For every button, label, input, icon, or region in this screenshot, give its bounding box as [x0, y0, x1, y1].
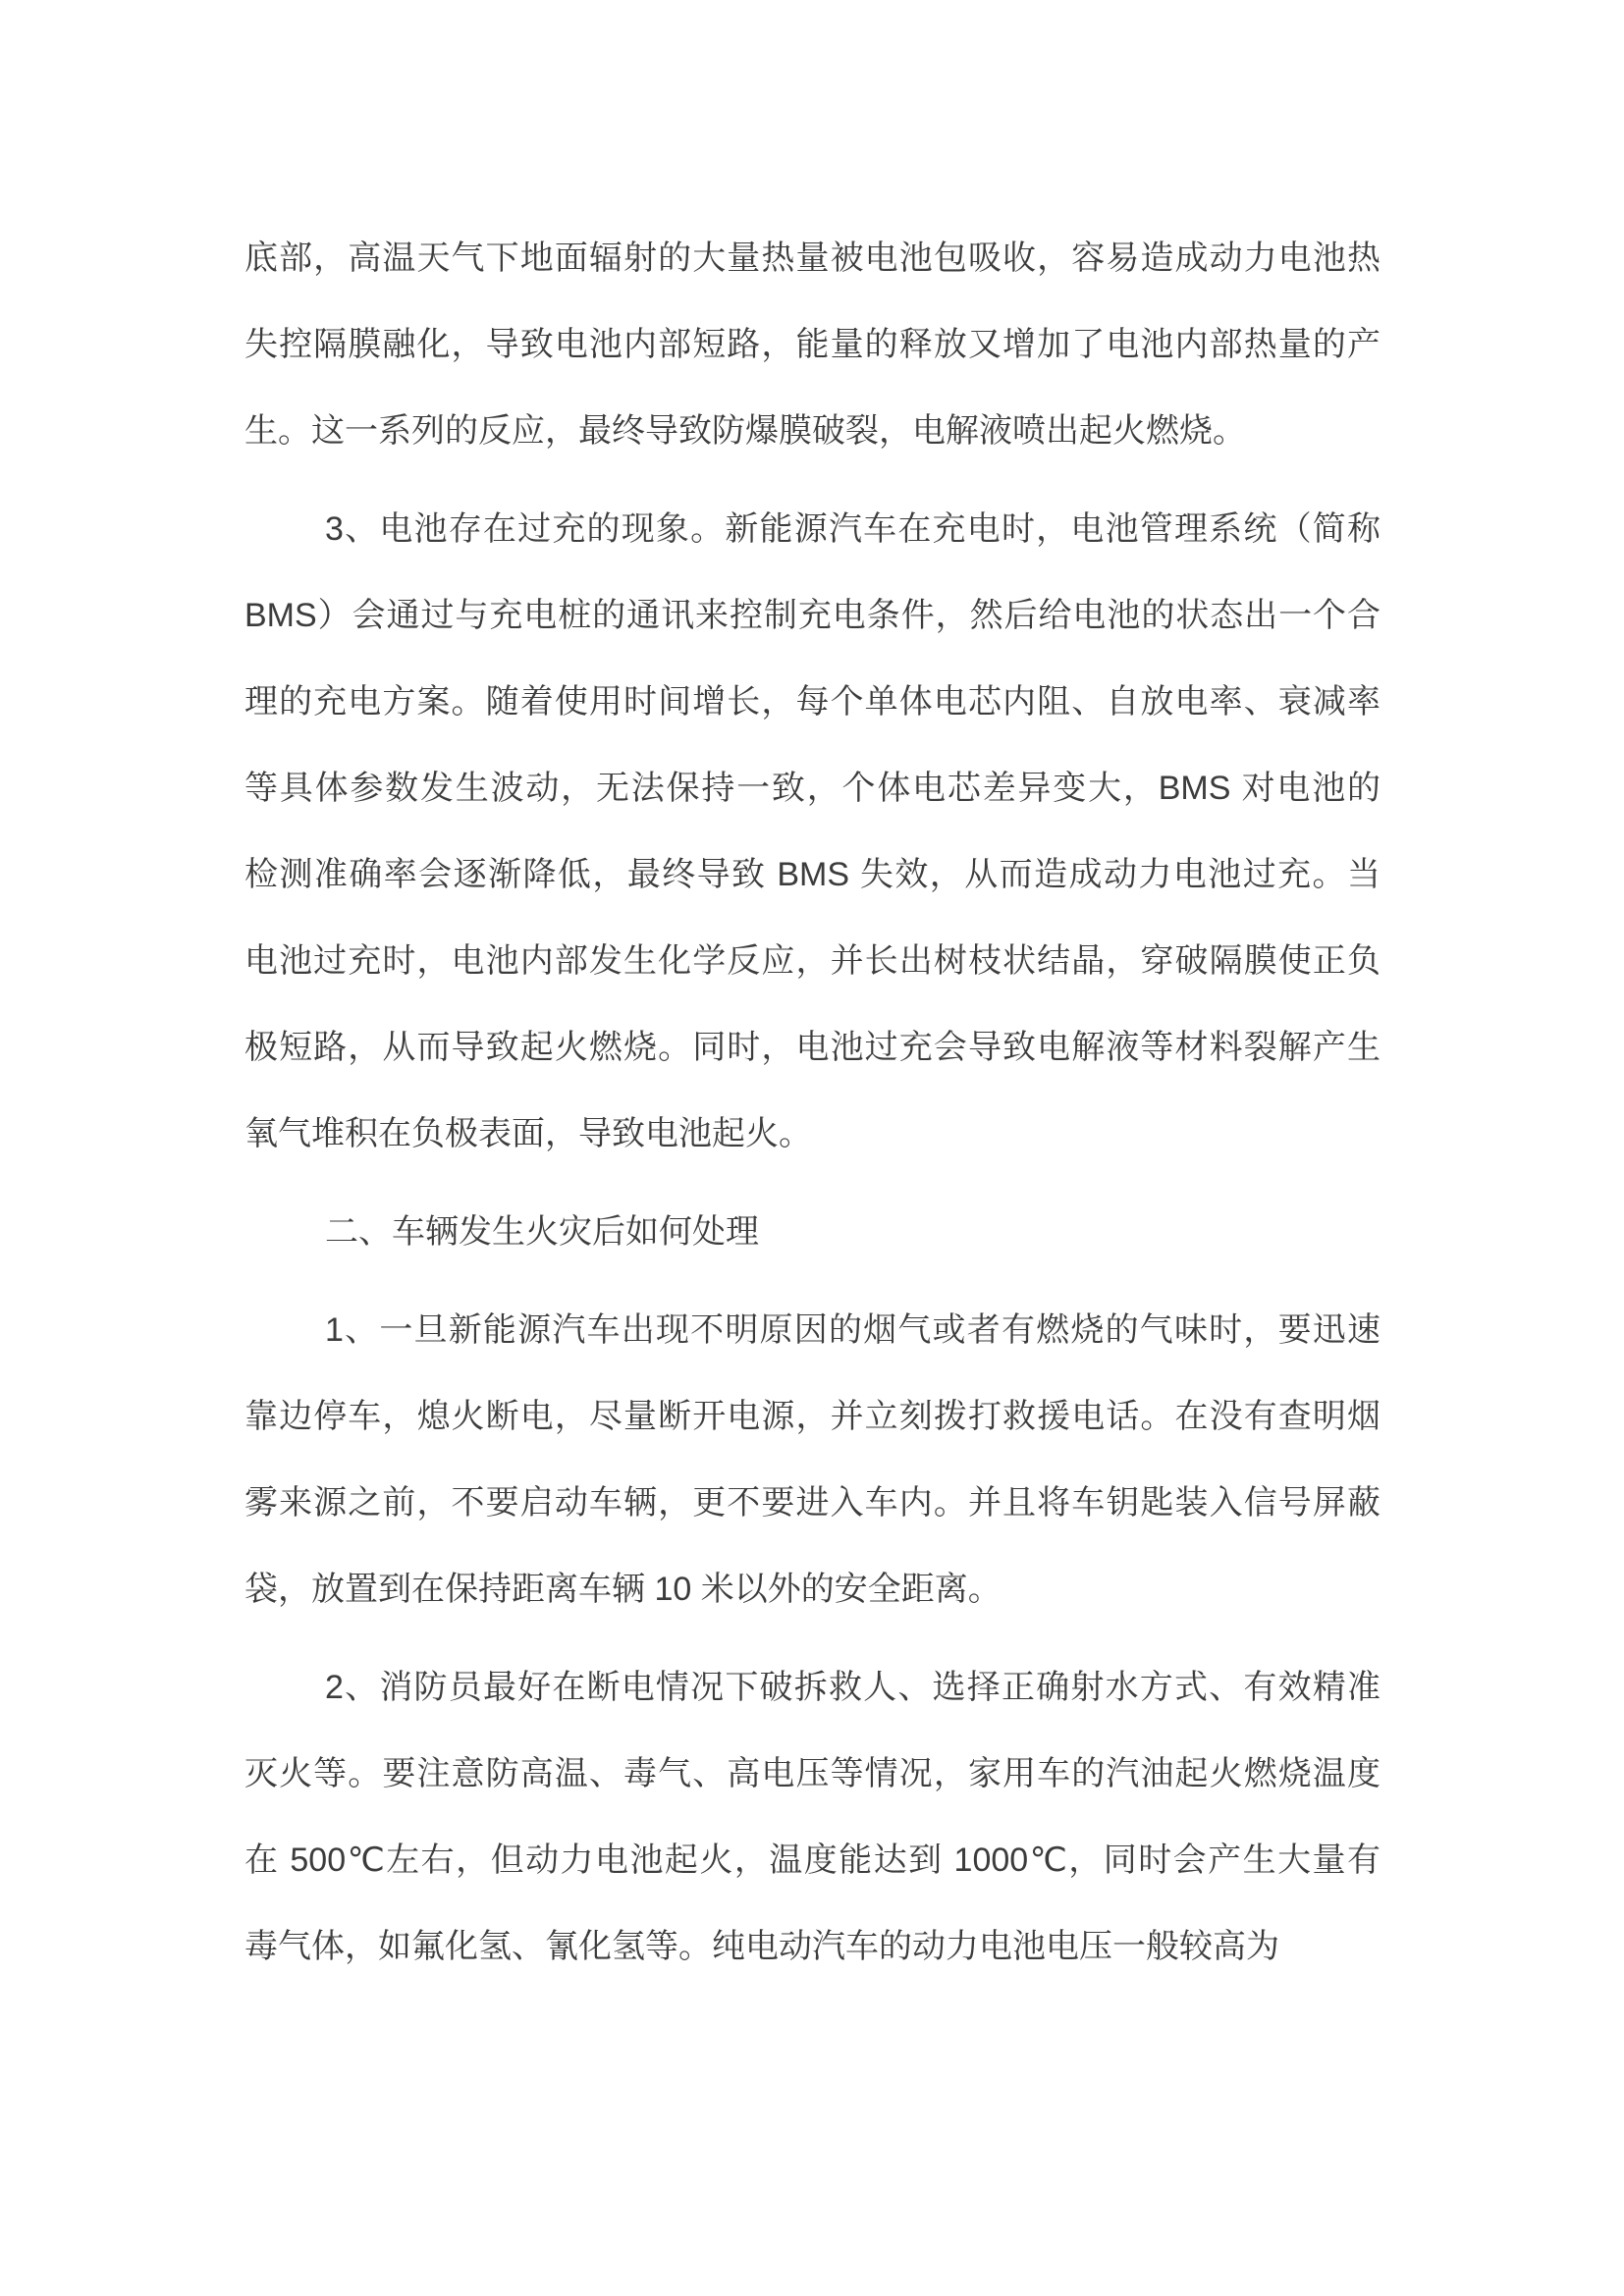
text-line: BMS）会通过与充电桩的通讯来控制充电条件，然后给电池的状态出一个合 [244, 597, 1380, 634]
text-line: 氧气堆积在负极表面，导致电池起火。 [244, 1115, 812, 1152]
paragraph [244, 215, 1380, 474]
text-line: 检测准确率会逐渐降低，最终导致 BMS 失效，从而造成动力电池过充。当 [244, 856, 1380, 893]
text-line: 理的充电方案。随着使用时间增长，每个单体电芯内阻、自放电率、衰减率 [244, 683, 1380, 721]
text-line: 二、车辆发生火灾后如何处理 [325, 1213, 759, 1251]
paragraph [244, 1189, 1380, 1275]
text-line: 2、消防员最好在断电情况下破拆救人、选择正确射水方式、有效精准 [325, 1669, 1380, 1706]
paragraph [244, 1287, 1380, 1632]
text-line: 靠边停车，熄火断电，尽量断开电源，并立刻拨打救援电话。在没有查明烟 [244, 1398, 1380, 1435]
text-line: 灭火等。要注意防高温、毒气、高电压等情况，家用车的汽油起火燃烧温度 [244, 1755, 1380, 1792]
document-body [244, 215, 1380, 1990]
text-line: 雾来源之前，不要启动车辆，更不要进入车内。并且将车钥匙装入信号屏蔽 [244, 1484, 1380, 1522]
text-line: 袋，放置到在保持距离车辆 10 米以外的安全距离。 [244, 1571, 1001, 1608]
text-line: 等具体参数发生波动，无法保持一致，个体电芯差异变大，BMS 对电池的 [244, 770, 1380, 807]
text-line: 底部，高温天气下地面辐射的大量热量被电池包吸收，容易造成动力电池热 [244, 240, 1380, 277]
text-line: 电池过充时，电池内部发生化学反应，并长出树枝状结晶，穿破隔膜使正负 [244, 942, 1380, 980]
text-line: 极短路，从而导致起火燃烧。同时，电池过充会导致电解液等材料裂解产生 [244, 1029, 1380, 1066]
text-line: 失控隔膜融化，导致电池内部短路，能量的释放又增加了电池内部热量的产 [244, 326, 1380, 363]
text-line: 在 500℃左右，但动力电池起火，温度能达到 1000℃，同时会产生大量有 [244, 1842, 1380, 1879]
text-line: 3、电池存在过充的现象。新能源汽车在充电时，电池管理系统（简称 [325, 510, 1380, 548]
paragraph [244, 1644, 1380, 1990]
paragraph [244, 486, 1380, 1177]
text-line: 生。这一系列的反应，最终导致防爆膜破裂，电解液喷出起火燃烧。 [244, 412, 1246, 450]
text-line: 毒气体，如氟化氢、氰化氢等。纯电动汽车的动力电池电压一般较高为 [244, 1928, 1279, 1965]
text-line: 1、一旦新能源汽车出现不明原因的烟气或者有燃烧的气味时，要迅速 [325, 1311, 1380, 1349]
